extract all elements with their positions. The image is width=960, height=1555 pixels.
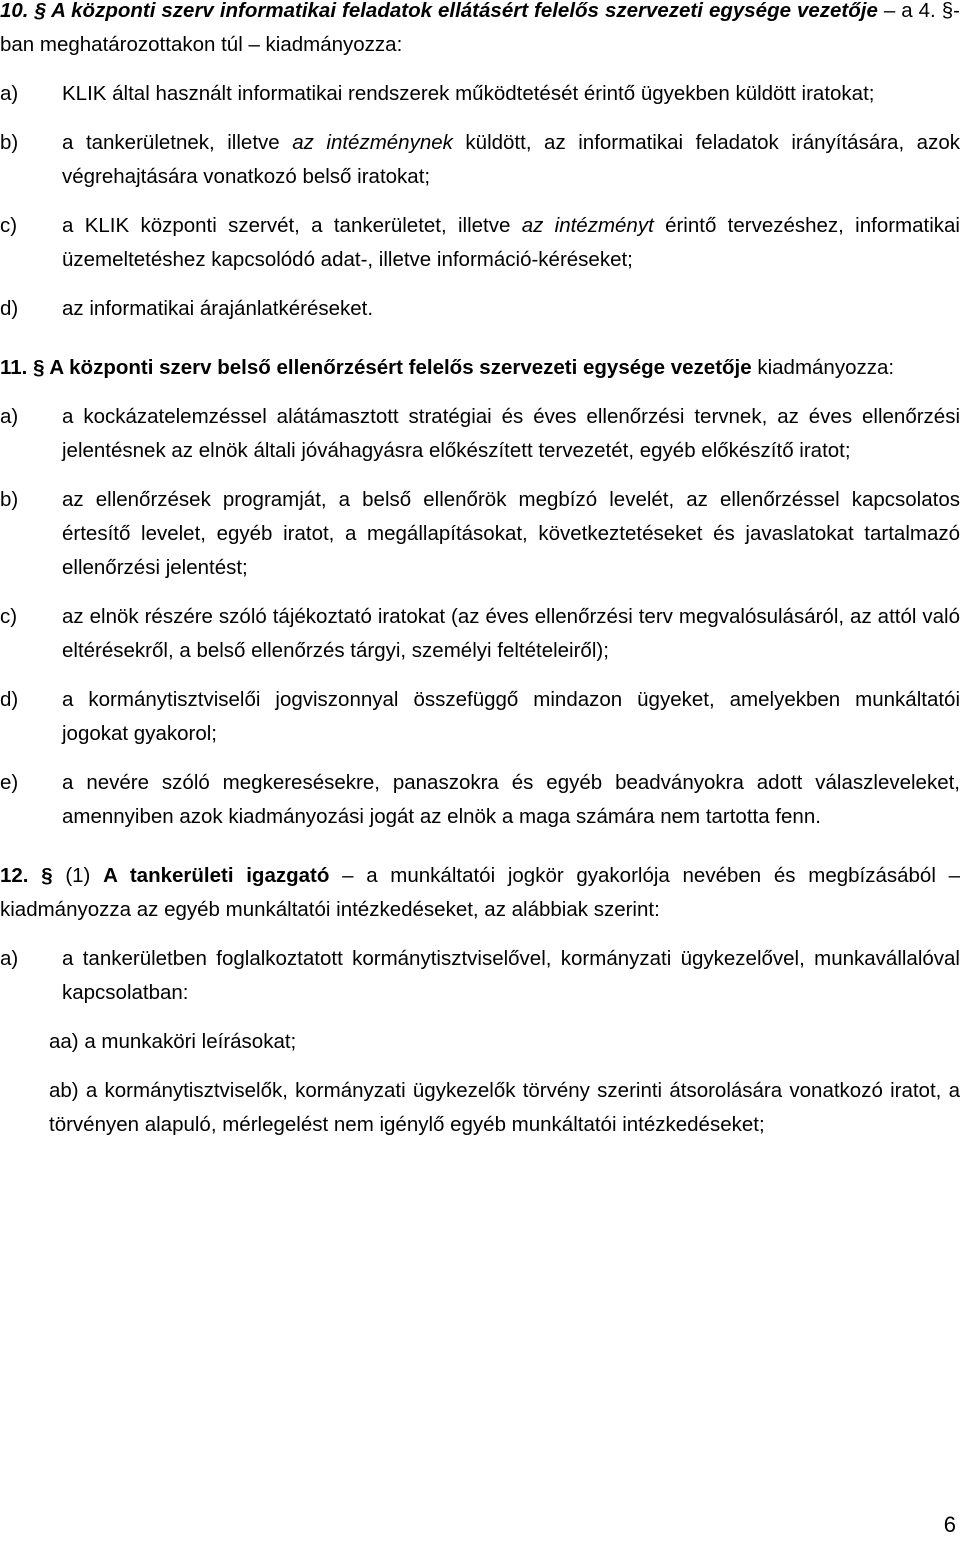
- section-symbol: §: [28, 0, 46, 22]
- item-label: a): [0, 947, 19, 970]
- section-12-item-a: [0, 942, 960, 1010]
- section-11-item-c: [0, 600, 960, 668]
- section-10-number: 10.: [0, 0, 29, 22]
- item-label: a): [0, 405, 19, 428]
- section-11-heading: [0, 351, 960, 385]
- item-text: KLIK által használt informatikai rendszerek működtetését érintő ügyekben küldött iratokat;: [62, 82, 875, 105]
- item-label: c): [0, 214, 18, 237]
- item-label: b): [0, 131, 19, 154]
- section-10-item-d: [0, 292, 960, 326]
- section-symbol: §: [28, 864, 53, 887]
- section-10-tail: – a 4. §-ban meghatározottakon túl – kiadmányozza:: [0, 0, 960, 56]
- item-label: e): [0, 771, 19, 794]
- item-text: az elnök részére szóló tájékoztató iratokat (az éves ellenőrzési terv megvalósulásáról, az attól való eltérésekről, a belső ellenőrzés tárgyi, személyi feltételeiről);: [62, 605, 960, 662]
- section-11-item-a: [0, 400, 960, 468]
- item-text-post: érintő tervezéshez, informatikai üzemeltetéshez kapcsolódó adat-, illetve információ-kéréseket;: [62, 214, 960, 271]
- item-text: az informatikai árajánlatkéréseket.: [62, 297, 374, 320]
- section-10-item-c: [0, 209, 960, 277]
- item-text: az ellenőrzések programját, a belső ellenőrök megbízó levelét, az ellenőrzéssel kapcsolatos értesítő levelet, egyéb iratot, a megállapításokat, következtetéseket és javaslatokat tartalmazó ellenőrzési jelentést;: [62, 488, 960, 579]
- item-text-pre: a KLIK központi szervét, a tankerületet, illetve: [62, 214, 522, 237]
- item-text: [62, 209, 960, 277]
- section-10-item-a: [0, 77, 960, 111]
- section-11-tail: kiadmányozza:: [751, 356, 895, 379]
- section-12-title: A tankerületi igazgató: [103, 864, 330, 887]
- section-12-tail: – a munkáltatói jogkör gyakorlója nevében és megbízásából – kiadmányozza az egyéb munkáltatói intézkedéseket, az alábbiak szerint:: [0, 864, 960, 921]
- section-12-number: 12.: [0, 864, 29, 887]
- item-text-emphasis: az intézményt: [521, 214, 654, 237]
- section-11-title: A központi szerv belső ellenőrzésért felelős szervezeti egysége vezetője: [44, 356, 752, 379]
- item-text: a kockázatelemzéssel alátámasztott stratégiai és éves ellenőrzési tervnek, az éves ellenőrzési jelentésnek az elnök általi jóváhagyásra előkészített tervezetét, egyéb előkészítő iratot;: [62, 405, 960, 462]
- sub-item-ab: ab) a kormánytisztviselők, kormányzati ügykezelők törvény szerinti átsorolására vonatkozó iratot, a törvényen alapuló, mérlegelést nem igénylő egyéb munkáltatói intézkedéseket;: [49, 1079, 960, 1136]
- item-text: [62, 126, 960, 194]
- section-10-title: A központi szerv informatikai feladatok ellátásért felelős szervezeti egysége vezetője: [45, 0, 878, 22]
- sub-item-aa: aa) a munkaköri leírásokat;: [49, 1030, 297, 1053]
- item-label: c): [0, 605, 18, 628]
- item-label: d): [0, 297, 19, 320]
- item-label: a): [0, 82, 19, 105]
- item-text-pre: a tankerületnek, illetve: [62, 131, 293, 154]
- item-text: a nevére szóló megkeresésekre, panaszokra és egyéb beadványokra adott válaszleveleket, amennyiben azok kiadmányozási jogát az elnök a maga számára nem tartotta fenn.: [62, 771, 960, 828]
- page-number: 6: [943, 1512, 956, 1537]
- item-text: a kormánytisztviselői jogviszonnyal összefüggő mindazon ügyeket, amelyekben munkáltatói jogokat gyakorol;: [62, 688, 960, 745]
- item-label: d): [0, 688, 19, 711]
- section-11-item-d: [0, 683, 960, 751]
- section-10-heading: [0, 0, 960, 62]
- section-symbol: §: [27, 356, 45, 379]
- section-12-heading: [0, 859, 960, 927]
- section-11-item-b: [0, 483, 960, 585]
- item-text-emphasis: az intézménynek: [292, 131, 453, 154]
- item-text-post: küldött, az informatikai feladatok irányítására, azok végrehajtására vonatkozó belső iratokat;: [62, 131, 960, 188]
- item-label: b): [0, 488, 19, 511]
- section-11-number: 11.: [0, 356, 28, 379]
- section-10-item-b: [0, 126, 960, 194]
- section-11-item-e: [0, 766, 960, 834]
- paragraph-number: (1): [52, 864, 104, 887]
- item-text: a tankerületben foglalkoztatott kormánytisztviselővel, kormányzati ügykezelővel, munkavállalóval kapcsolatban:: [62, 947, 960, 1004]
